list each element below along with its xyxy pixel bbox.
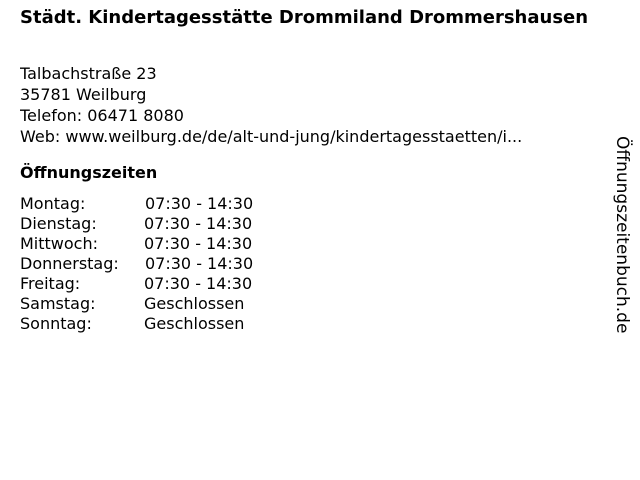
hours-value: Geschlossen [144, 314, 245, 333]
day-label: Samstag: [20, 294, 96, 313]
city-address: 35781 Weilburg [20, 85, 147, 104]
opening-hours-title: Öffnungszeiten [20, 163, 158, 182]
day-label: Montag: [20, 194, 86, 213]
street-address: Talbachstraße 23 [20, 64, 157, 83]
hours-value: 07:30 - 14:30 [144, 234, 253, 253]
hours-row-sunday [20, 314, 253, 334]
hours-value: 07:30 - 14:30 [145, 194, 254, 213]
web-link[interactable]: www.weilburg.de/de/alt-und-jung/kindertagesstaetten/i... [65, 127, 523, 146]
day-label: Donnerstag: [20, 254, 119, 273]
hours-row-thursday [20, 254, 253, 274]
day-label: Freitag: [20, 274, 81, 293]
day-label: Dienstag: [20, 214, 97, 233]
business-name: Städt. Kindertagesstätte Drommiland Drommershausen [20, 7, 589, 28]
day-label: Mittwoch: [20, 234, 98, 253]
hours-value: 07:30 - 14:30 [144, 274, 253, 293]
hours-row-saturday [20, 294, 253, 314]
phone-line [20, 105, 600, 126]
web-line [20, 126, 600, 147]
hours-row-monday [20, 194, 253, 214]
address-block [20, 63, 600, 147]
hours-row-wednesday [20, 234, 253, 254]
hours-row-friday [20, 274, 253, 294]
hours-value: 07:30 - 14:30 [144, 214, 253, 233]
phone-number[interactable]: 06471 8080 [87, 106, 184, 125]
phone-label: Telefon: [20, 106, 83, 125]
hours-value: 07:30 - 14:30 [145, 254, 254, 273]
day-label: Sonntag: [20, 314, 92, 333]
web-label: Web: [20, 127, 61, 146]
hours-row-tuesday [20, 214, 253, 234]
opening-hours-table [20, 194, 253, 334]
hours-value: Geschlossen [144, 294, 245, 313]
brand-watermark: Öffnungszeitenbuch.de [612, 136, 632, 334]
